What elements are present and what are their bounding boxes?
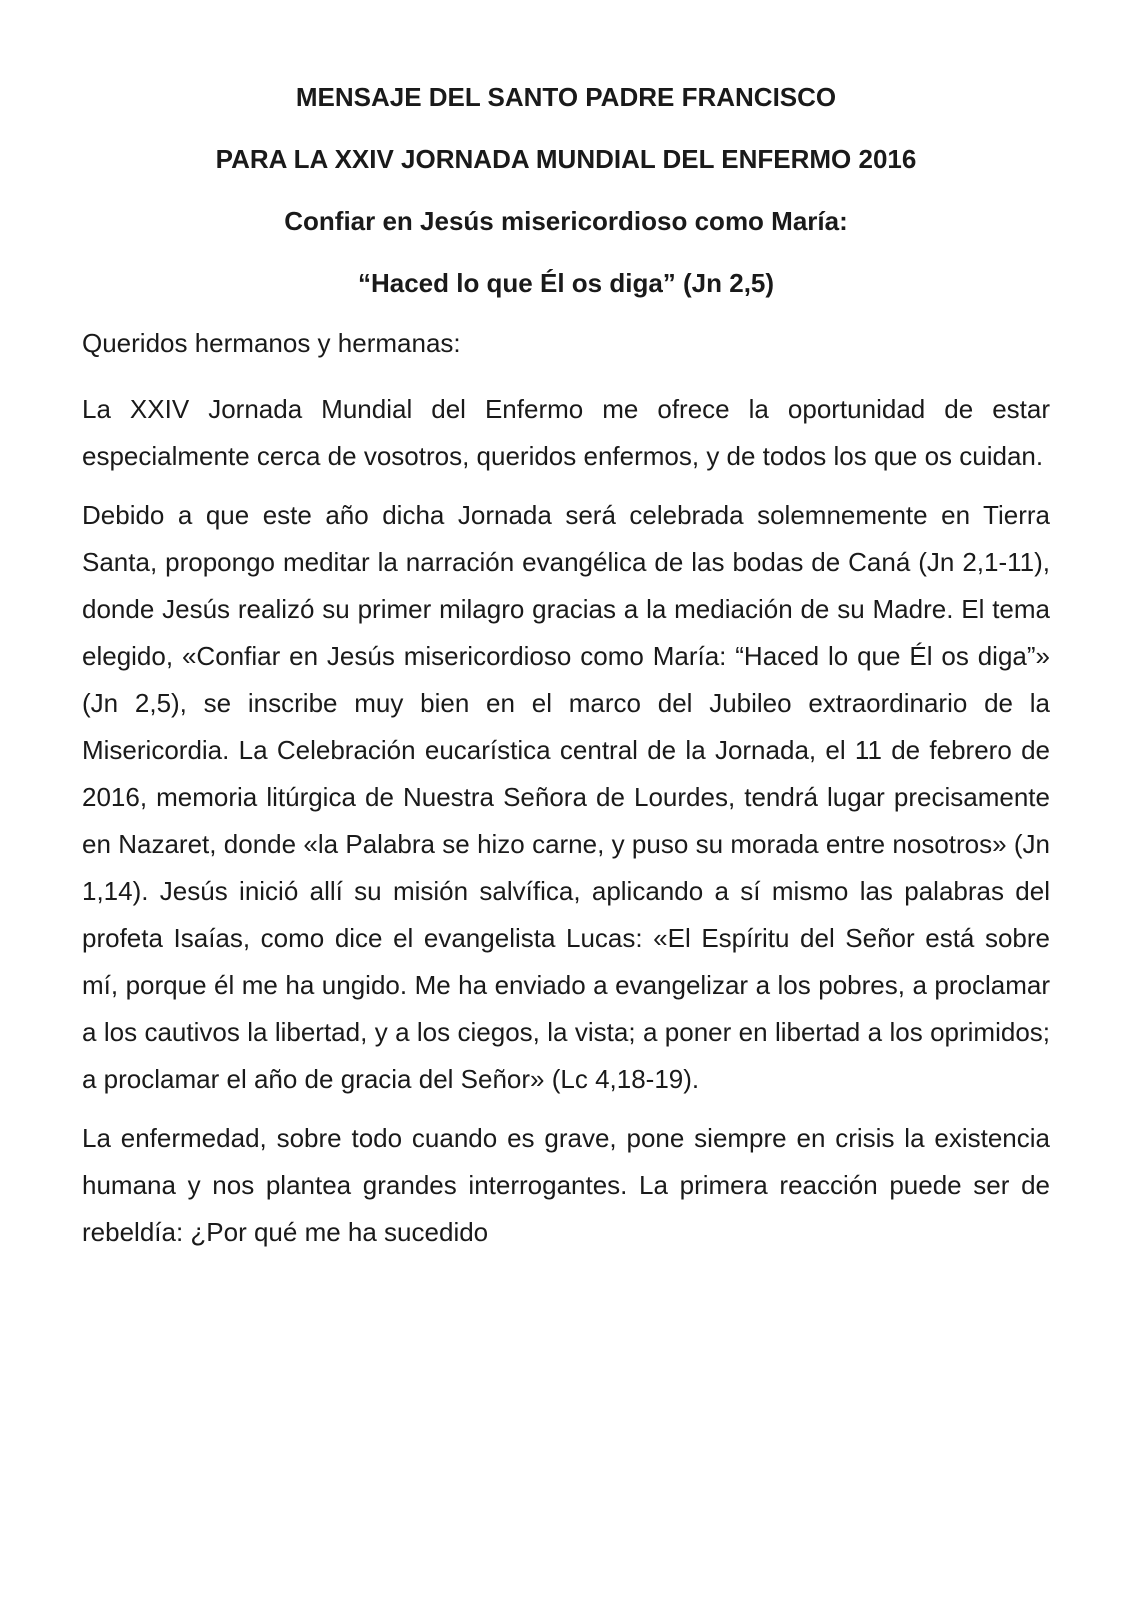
document-title-line-1: MENSAJE DEL SANTO PADRE FRANCISCO [295, 82, 837, 112]
paragraph-3: La enfermedad, sobre todo cuando es grave, pone siempre en crisis la existencia humana y nos plantea grandes interrogantes. La primera reacción puede ser de rebeldía: ¿Por qué me ha sucedido [82, 1123, 1050, 1247]
greeting: Queridos hermanos y hermanas: [82, 328, 461, 358]
document-subtitle-line-1: Confiar en Jesús misericordioso como María: [284, 206, 848, 236]
paragraph-1: La XXIV Jornada Mundial del Enfermo me ofrece la oportunidad de estar especialmente cerca de vosotros, queridos enfermos, y de todos los que os cuidan. [82, 394, 1050, 471]
document-subtitle-line-2: “Haced lo que Él os diga” (Jn 2,5) [357, 268, 775, 298]
paragraph-2: Debido a que este año dicha Jornada será celebrada solemnemente en Tierra Santa, propongo meditar la narración evangélica de las bodas de Caná (Jn 2,1-11), donde Jesús realizó su primer milagro gracias a la mediación de su Madre. El tema elegido, «Confiar en Jesús misericordioso como María: “Haced lo que Él os diga”» (Jn 2,5), se inscribe muy bien en el marco del Jubileo extraordinario de la Misericordia. La Celebración eucarística central de la Jornada, el 11 de febrero de 2016, memoria litúrgica de Nuestra Señora de Lourdes, tendrá lugar precisamente en Nazaret, donde «la Palabra se hizo carne, y puso su morada entre nosotros» (Jn 1,14). Jesús inició allí su misión salvífica, aplicando a sí mismo las palabras del profeta Isaías, como dice el evangelista Lucas: «El Espíritu del Señor está sobre mí, porque él me ha ungido. Me ha enviado a evangelizar a los pobres, a proclamar a los cautivos la libertad, y a los ciegos, la vista; a poner en libertad a los oprimidos; a proclamar el año de gracia del Señor» (Lc 4,18-19). [82, 500, 1050, 1094]
document-title-line-2: PARA LA XXIV JORNADA MUNDIAL DEL ENFERMO 2016 [215, 144, 917, 174]
document-page [82, 82, 1050, 1268]
